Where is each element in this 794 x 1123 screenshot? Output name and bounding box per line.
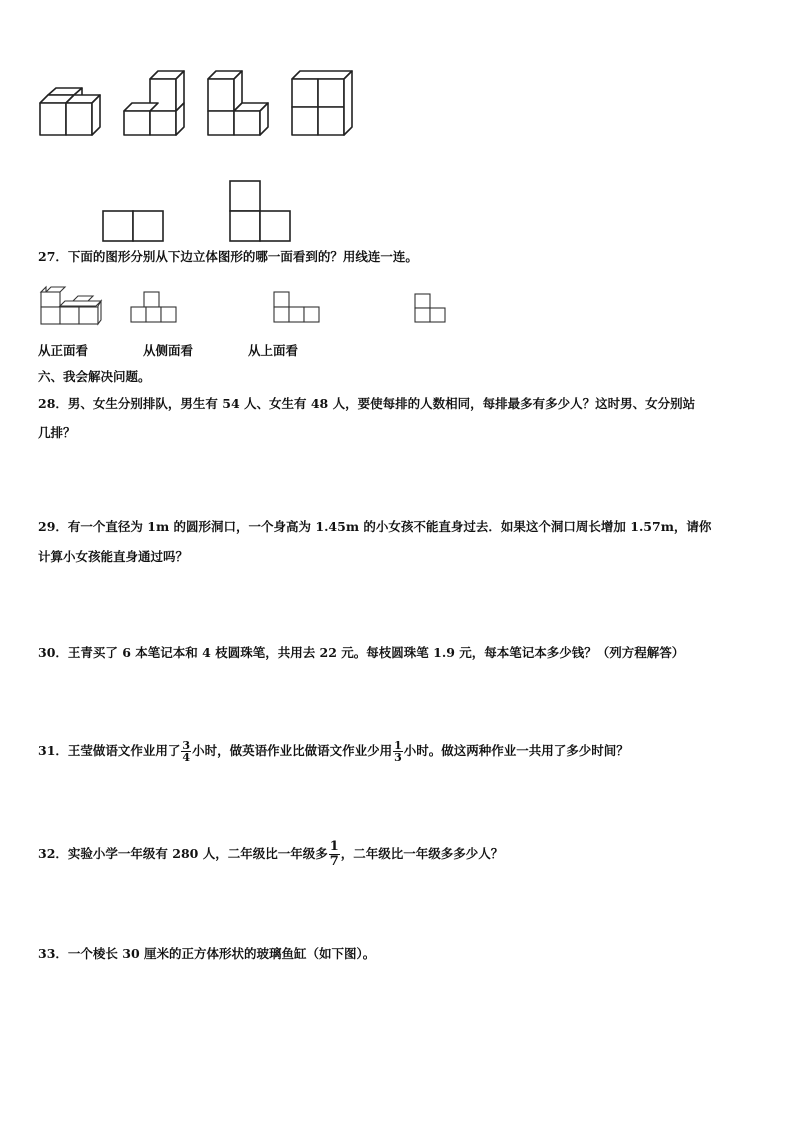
- view-label-side: 从侧面看: [143, 343, 194, 358]
- q27-view-b: [274, 292, 319, 322]
- q31-part3: 小时。做这两种作业一共用了多少时间？: [403, 743, 629, 758]
- cube-figure-3: [208, 71, 268, 135]
- question-27-text: 27．下面的图形分别从下边立体图形的哪一面看到的？用线连一连。: [38, 249, 418, 264]
- q31-frac2-numerator: 1: [394, 739, 402, 752]
- question-29-line-2: 计算小女孩能直身通过吗？: [38, 549, 189, 564]
- q32-part1: 32．实验小学一年级有 280 人，二年级比一年级多: [38, 846, 328, 861]
- question-28-line-1: 28．男、女生分别排队，男生有 54 人、女生有 48 人，要使每排的人数相同，每排最多有多少人？这时男、女分别站: [38, 396, 696, 411]
- l-shape-view: [230, 181, 290, 241]
- q31-fraction-2: [393, 740, 403, 763]
- q31-frac1-denominator: 4: [182, 751, 191, 764]
- question-30-text: 30．王青买了 6 本笔记本和 4 枝圆珠笔，共用去 22 元。每枝圆珠笔 1.9 元，每本笔记本多少钱？（列方程解答）: [38, 645, 685, 660]
- q32-frac-denominator: 7: [329, 854, 339, 869]
- q27-figures: [38, 284, 458, 329]
- question-29-line-1: 29．有一个直径为 1m 的圆形洞口，一个身高为 1.45m 的小女孩不能直身过去．如果这个洞口周长增加 1.57m，请你: [38, 519, 712, 534]
- question-31: [38, 740, 629, 763]
- q32-part2: ，二年级比一年级多多少人？: [340, 846, 504, 861]
- q31-part2: 小时，做英语作业比做语文作业少用: [192, 743, 393, 758]
- q31-fraction-1: [181, 740, 191, 763]
- cube-figure-4: [292, 71, 352, 135]
- two-squares-view: [103, 211, 163, 241]
- flat-views-row: [95, 175, 305, 245]
- q31-frac2-denominator: 3: [394, 751, 402, 764]
- q27-view-a: [131, 292, 176, 322]
- section-6-heading: 六、我会解决问题。: [38, 369, 151, 384]
- question-32: [38, 840, 503, 869]
- cube-figure-2: [124, 71, 184, 135]
- view-label-front: 从正面看: [38, 343, 89, 358]
- question-28-line-2: 几排？: [38, 425, 76, 440]
- question-33-text: 33．一个棱长 30 厘米的正方体形状的玻璃鱼缸（如下图）。: [38, 946, 376, 961]
- q32-fraction: [329, 840, 340, 869]
- q27-solid-figure: [41, 287, 101, 324]
- cube-figure-1: [40, 88, 100, 135]
- q31-frac1-numerator: 3: [182, 739, 191, 752]
- q27-view-c: [415, 294, 445, 322]
- q31-part1: 31．王莹做语文作业用了: [38, 743, 181, 758]
- view-label-top: 从上面看: [248, 343, 299, 358]
- cube-figures-row: [30, 70, 360, 145]
- q32-frac-numerator: 1: [329, 839, 339, 854]
